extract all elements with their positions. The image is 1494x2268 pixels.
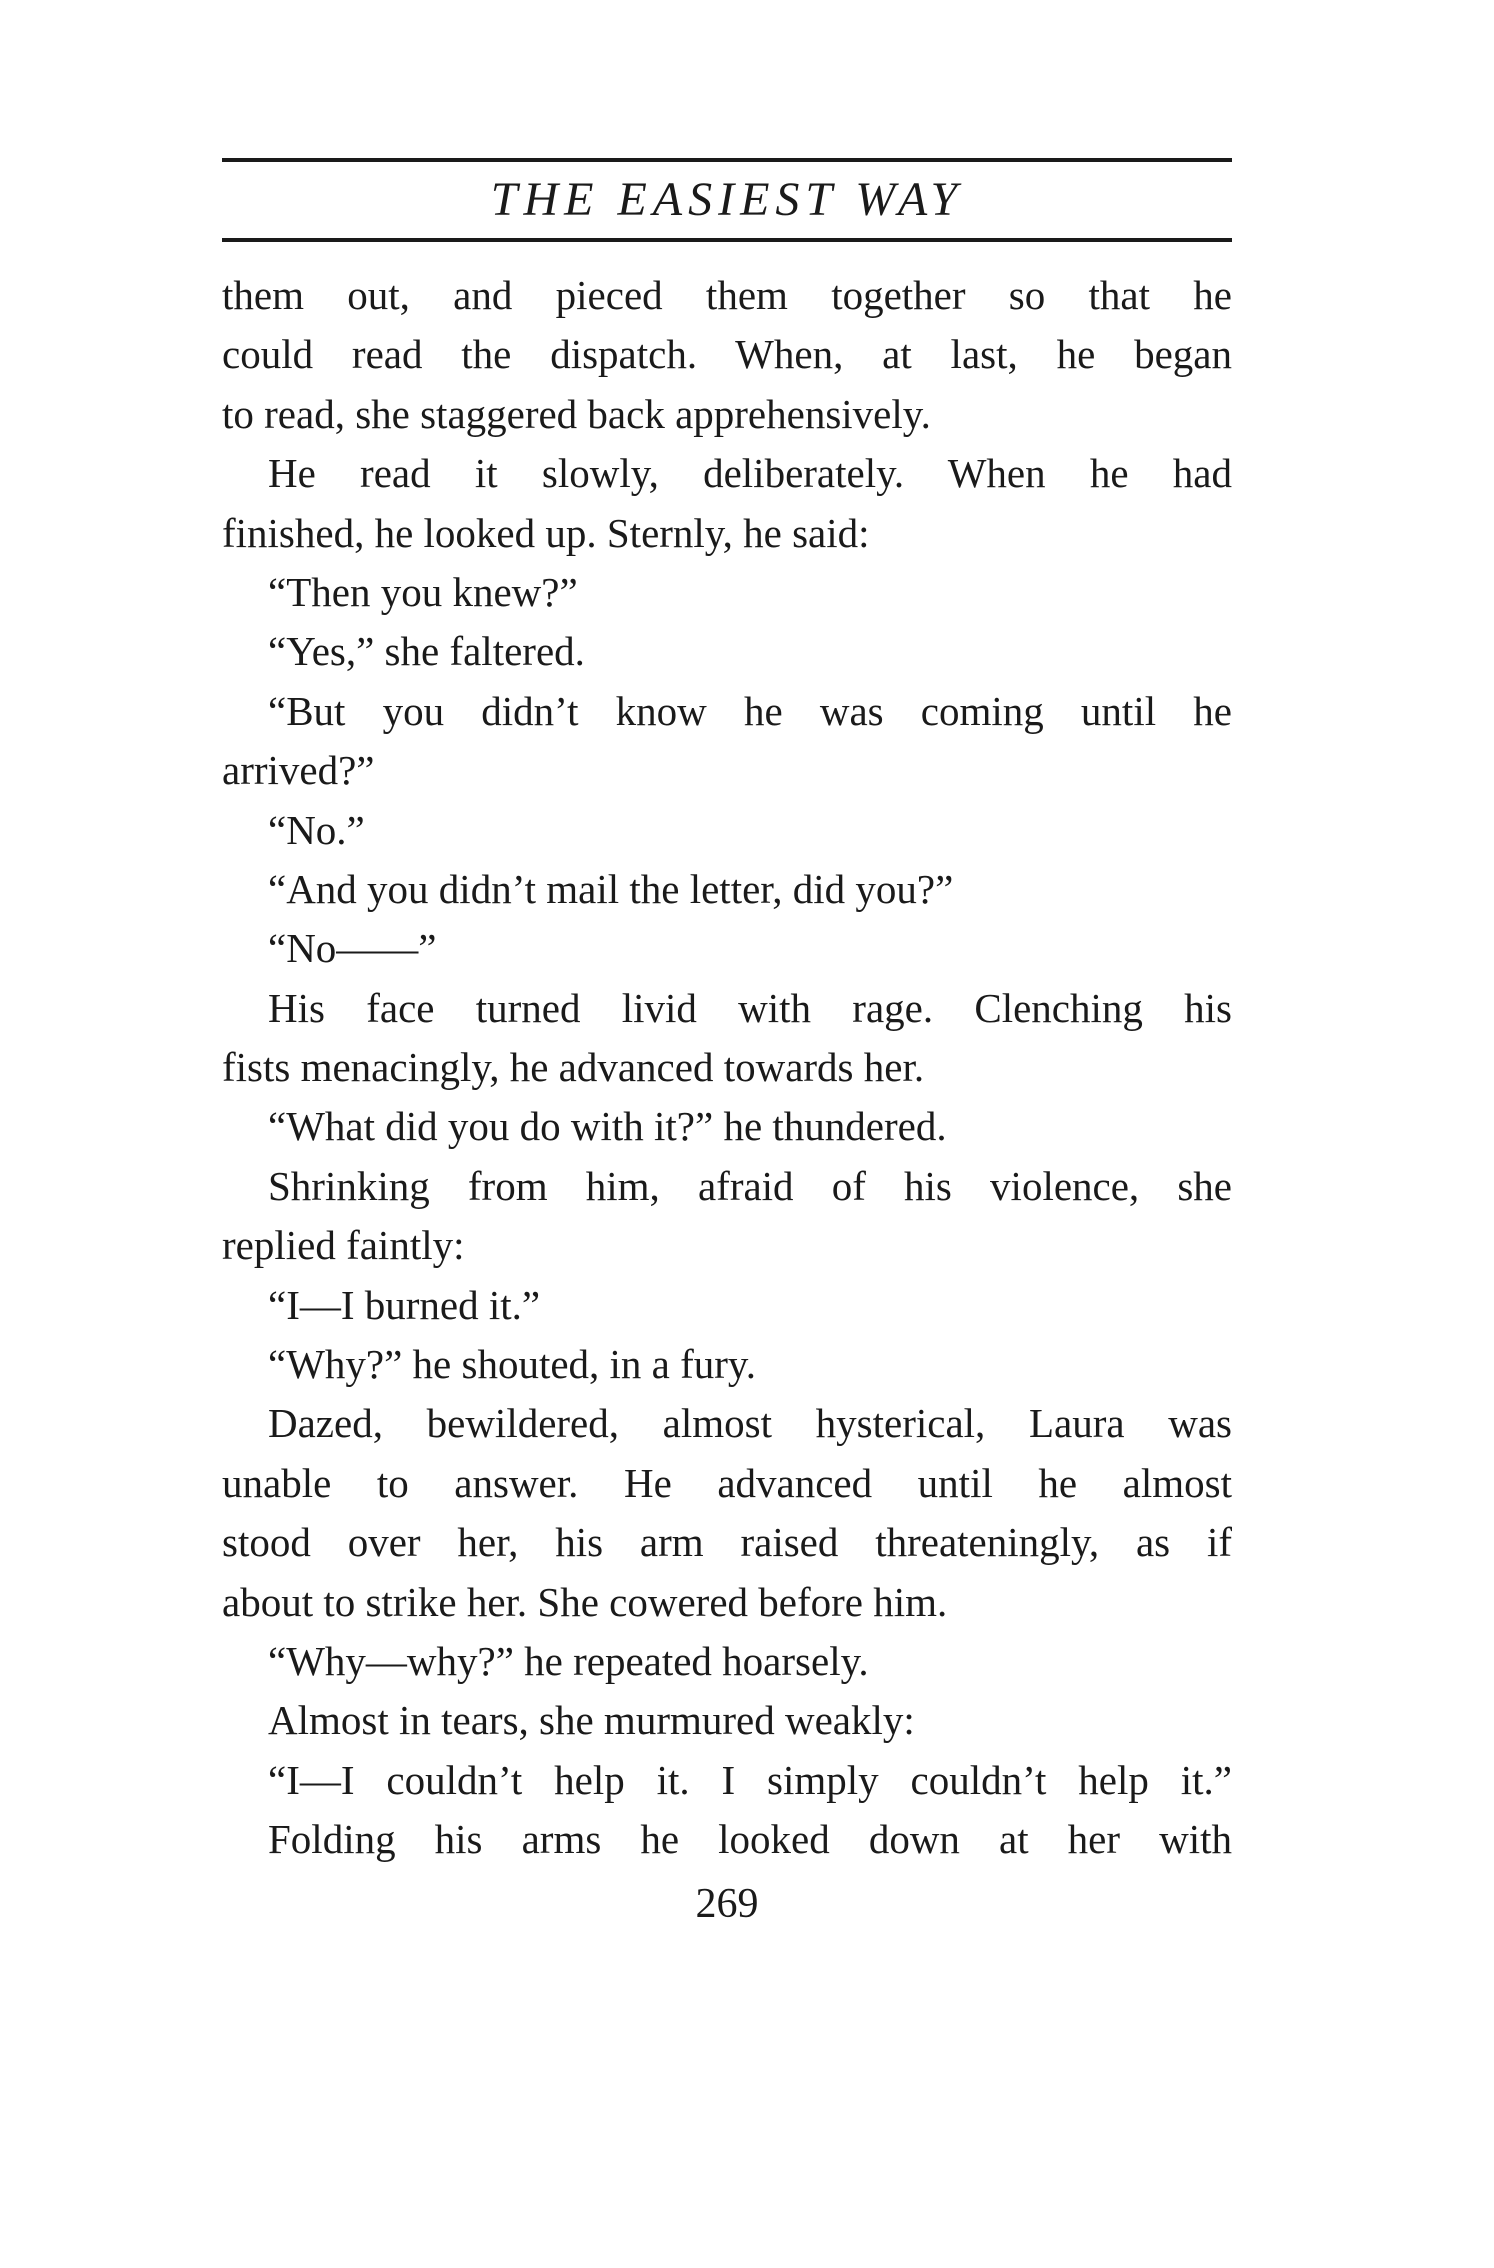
text-line: “Then you knew?” (268, 568, 578, 615)
text-line: arrived?” (222, 747, 375, 794)
text-line: “Why—why?” he repeated hoarsely. (268, 1637, 869, 1684)
text-line: “No.” (268, 806, 365, 853)
text-line: Dazed, bewildered, almost hysterical, Laura was (268, 1400, 1232, 1447)
text-line: them out, and pieced them together so that he (222, 272, 1232, 318)
body-text (222, 266, 1232, 1870)
text-line: “But you didn’t know he was coming until he (268, 687, 1232, 734)
text-line: stood over her, his arm raised threateningly, as if (222, 1519, 1232, 1566)
text-line: unable to answer. He advanced until he almost (222, 1459, 1232, 1506)
text-line: He read it slowly, deliberately. When he had (268, 450, 1232, 497)
text-line: Shrinking from him, afraid of his violence, she (268, 1162, 1232, 1209)
text-line: about to strike her. She cowered before him. (222, 1578, 948, 1625)
text-line: “No——” (268, 925, 437, 972)
text-line: “Why?” he shouted, in a fury. (268, 1341, 757, 1388)
text-line: could read the dispatch. When, at last, he began (222, 331, 1232, 378)
page-number: 269 (695, 1881, 759, 1927)
text-line: “I—I couldn’t help it. I simply couldn’t help it.” (268, 1756, 1232, 1803)
header-rule-bottom (222, 238, 1232, 242)
text-line: finished, he looked up. Sternly, he said: (222, 509, 870, 556)
text-line: His face turned livid with rage. Clenching his (268, 984, 1232, 1031)
running-head: THE EASIEST WAY (490, 173, 964, 226)
header-rule-top (222, 158, 1232, 162)
text-line: “And you didn’t mail the letter, did you?” (268, 865, 954, 912)
text-line: Almost in tears, she murmured weakly: (268, 1697, 915, 1744)
text-line: “What did you do with it?” he thundered. (268, 1103, 947, 1150)
text-line: fists menacingly, he advanced towards her. (222, 1044, 925, 1091)
text-line: replied faintly: (222, 1222, 465, 1269)
text-line: “I—I burned it.” (268, 1281, 541, 1328)
text-line: to read, she staggered back apprehensively. (222, 390, 931, 437)
text-line: Folding his arms he looked down at her with (268, 1816, 1232, 1863)
text-line: “Yes,” she faltered. (268, 628, 585, 675)
